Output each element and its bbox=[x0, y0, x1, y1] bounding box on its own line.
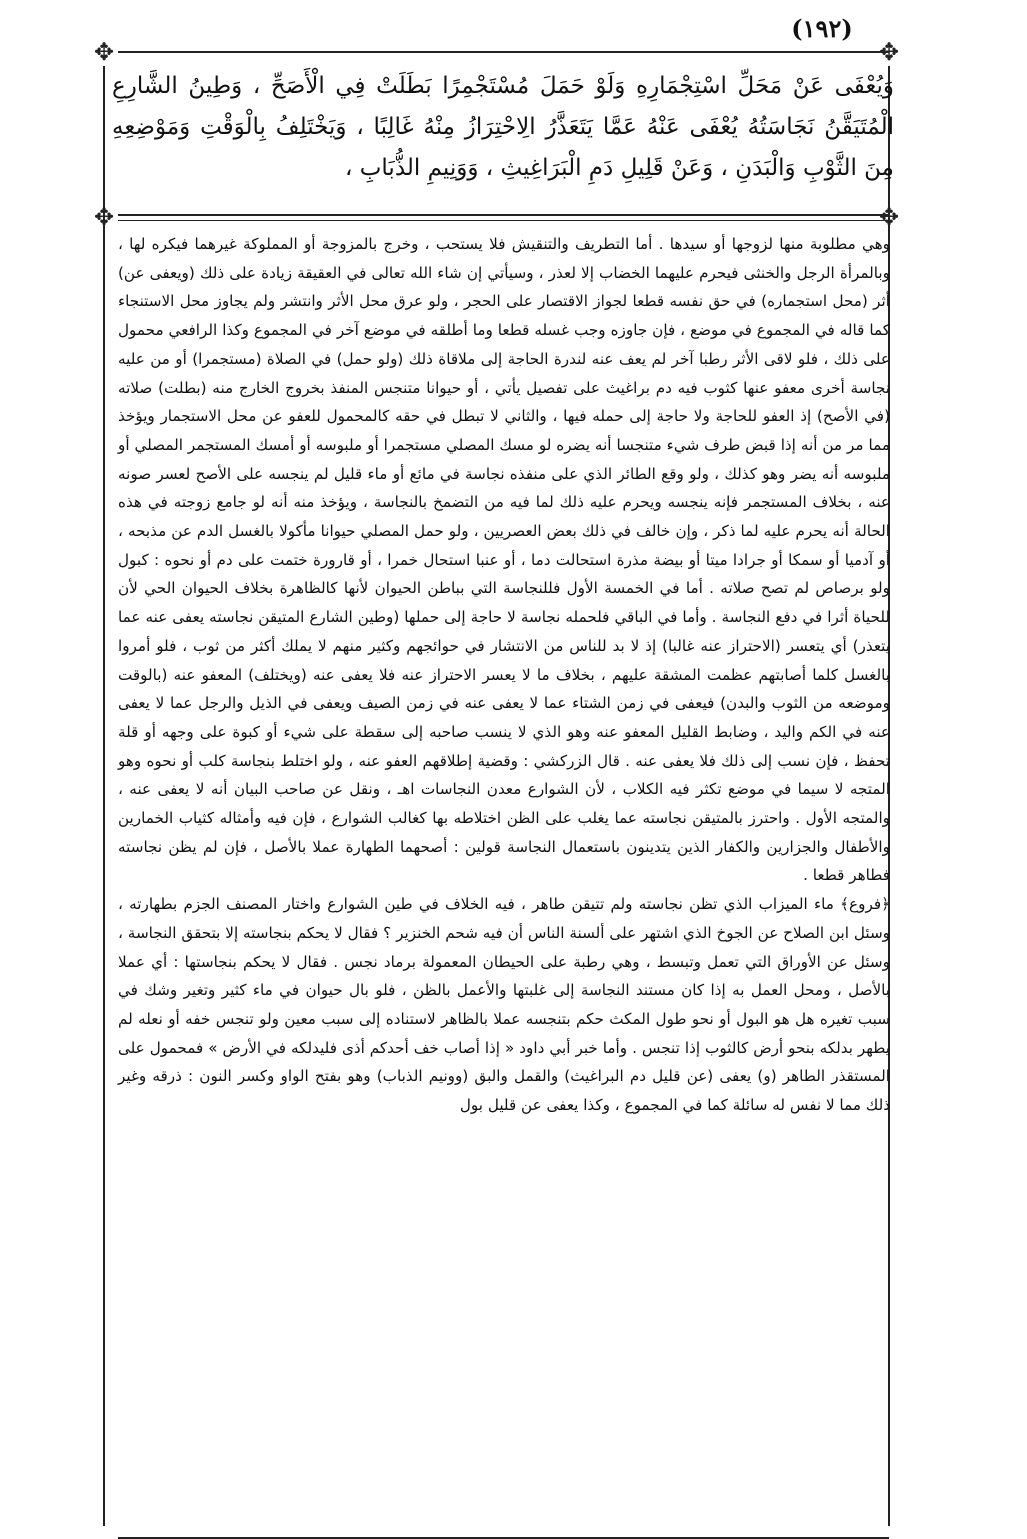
page-number: (١٩٢) bbox=[791, 14, 853, 43]
frame-top-line bbox=[118, 51, 889, 53]
ornament-top-right-icon: ✥ bbox=[878, 38, 900, 66]
sharh-paragraph-furu: ﴿فروع﴾ ماء الميزاب الذي تظن نجاسته ولم تتيقن طاهر ، فيه الخلاف في طين الشوارع واختار المصنف الجزم بطهارته ، وسئل ابن الصلاح عن الجوخ الذي اشتهر على ألسنة الناس أن فيه شحم الخنزير ؟ فقال لا يحكم بنجاسته إلا بتحقق النجاسة ، وسئل عن الأوراق التي تعمل وتبسط ، وهي رطبة على الحيطان المعمولة برماد نجس . فقال لا يحكم بنجاستها : أي عملا بالأصل ، ومحل العمل به إذا كان مستند النجاسة إلى غلبتها والأعمل بالظن ، فلو بال حيوان في ماء كثير وتغير وشك في سبب تغيره هل هو البول أو نحو طول المكث حكم بتنجسه عملا بالظاهر لاستناده إلى سبب معين ولو تنجس خفه أو نعله لم يطهر بدلكه بنحو أرض كالثوب إذا تنجس . وأما خبر أبي داود « إذا أصاب خف أحدكم أذى فليدلكه في الأرض » فمحمول على المستقذر الطاهر (و) يعفى (عن قليل دم البراغيث) والقمل والبق (وونيم الذباب) وهو بفتح الواو وكسر النون : ذرقه وغير ذلك مما لا نفس له سائلة كما في المجموع ، وكذا يعفى عن قليل بول bbox=[118, 895, 890, 1115]
frame-left-line bbox=[103, 66, 105, 1526]
sharh-commentary-block bbox=[118, 230, 890, 1520]
ornament-mid-right-icon: ✥ bbox=[878, 203, 900, 231]
ornament-mid-left-icon: ✥ bbox=[93, 203, 115, 231]
matn-paragraph: وَيُعْفَى عَنْ مَحَلِّ اسْتِجْمَارِهِ وَلَوْ حَمَلَ مُسْتَجْمِرًا بَطَلَتْ فِي الْأَصَحِّ ، وَطِينُ الشَّارِعِ الْمُتَيَقَّنُ نَجَاسَتُهُ يُعْفَى عَنْهُ عَمَّا يَتَعَذَّرُ الِاحْتِرَازُ مِنْهُ غَالِبًا ، وَيَخْتَلِفُ بِالْوَقْتِ وَمَوْضِعِهِ مِنَ الثَّوْبِ وَالْبَدَنِ ، وَعَنْ قَلِيلِ دَمِ الْبَرَاغِيثِ ، وَوَنِيمِ الذُّبَابِ ، bbox=[112, 73, 894, 181]
sharh-paragraph: وهي مطلوبة منها لزوجها أو سيدها . أما التطريف والتنقيش فلا يستحب ، وخرج بالمزوجة أو المملوكة غيرهما فيكره لها ، وبالمرأة الرجل والخنثى فيحرم عليهما الخضاب إلا لعذر ، وسيأتي إن شاء الله تعالى في العقيقة زيادة على ذلك (ويعفى عن) أثر (محل استجماره) في حق نفسه قطعا لجواز الاقتصار على الحجر ، ولو عرق محل الأثر وانتشر ولم يجاوز محل الاستنجاء كما قاله في المجموع في موضع ، فإن جاوزه وجب غسله قطعا وما أطلقه في موضع آخر في المجموع وكذا الرافعي محمول على ذلك ، فلو لاقى الأثر رطبا آخر لم يعف عنه لندرة الحاجة إلى ملاقاة ذلك (ولو حمل) في الصلاة (مستجمرا) أو من عليه نجاسة أخرى معفو عنها كثوب فيه دم براغيث على تفصيل يأتي ، أو حيوانا متنجس المنفذ بخروج الخارج منه (بطلت) صلاته (في الأصح) إذ العفو للحاجة ولا حاجة إلى حمله فيها ، والثاني لا تبطل في حقه كالمحمول للعفو عن محل الاستجمار ويؤخذ مما مر من أنه إذا قبض طرف شيء متنجسا أنه يضره لو مسك المصلي مستجمرا أو ملبوسه أو أمسك المستجمر المصلي أو ملبوسه أنه يضر وهو كذلك ، ولو وقع الطائر الذي على منفذه نجاسة في مائع أو ماء قليل لم ينجسه على الأصح لعسر صونه عنه ، بخلاف المستجمر فإنه ينجسه ويحرم عليه ذلك لما فيه من التضمخ بالنجاسة ، ويؤخذ منه أنه لو جامع زوجته في هذه الحالة أنه يحرم عليه لما ذكر ، وإن خالف في ذلك بعض العصريين ، ولو حمل المصلي حيوانا مأكولا بالغسل الدم عن مذبحه ، أو آدميا أو سمكا أو جرادا ميتا أو بيضة مذرة استحالت دما ، أو عنبا استحال خمرا ، أو قارورة ختمت على دم أو نحوه : كبول ولو برصاص لم تصح صلاته . أما في الخمسة الأول فللنجاسة التي بباطن الحيوان لأنها كالظاهرة بخلاف الحيوان الحي لأن للحياة أثرا في دفع النجاسة . وأما في الباقي فلحمله نجاسة لا حاجة إلى حملها (وطين الشارع المتيقن نجاسته يعفى عنه عما يتعذر) أي يتعسر (الاحتراز عنه غالبا) إذ لا بد للناس من الانتشار في حوائجهم وكثير منهم لا يملك أكثر من ثوب ، فلو أمروا بالغسل كلما أصابتهم عظمت المشقة عليهم ، بخلاف ما لا يعسر الاحتراز عنه فلا يعفى عنه (ويختلف) المعفو عنه (بالوقت وموضعه من الثوب والبدن) فيعفى في زمن الشتاء عما لا يعفى عنه في زمن الصيف ويعفى في الذيل والرجل عما لا يعفى عنه في الكم واليد ، وضابط القليل المعفو عنه وهو الذي لا ينسب صاحبه إلى سقطة على شيء أو كبوة على وجهه أو قلة تحفظ ، فإن نسب إلى ذلك فلا يعفى عنه . قال الزركشي : وقضية إطلاقهم العفو عنه ، ولو اختلط بنجاسة كلب أو نحوه وهو المتجه لا سيما في موضع تكثر فيه الكلاب ، لأن الشوارع معدن النجاسات اهـ ، ونقل عن صاحب البيان أنه لا يعفى عنه ، والمتجه الأول . واحترز بالمتيقن نجاسته عما يغلب على الظن اختلاطه بها كغالب الشوارع ، فإن فيه وأمثاله كثياب الخمارين والأطفال والجزارين والكفار الذين يتدينون باستعمال النجاسة قولين : أصحهما الطهارة عملا بالأصل ، فإن لم يظن نجاسته فطاهر قطعا . bbox=[118, 235, 890, 885]
ornament-top-left-icon: ✥ bbox=[93, 38, 115, 66]
separator-line-upper bbox=[118, 214, 889, 216]
separator-line-lower bbox=[118, 220, 889, 221]
matn-text-block bbox=[112, 66, 894, 191]
